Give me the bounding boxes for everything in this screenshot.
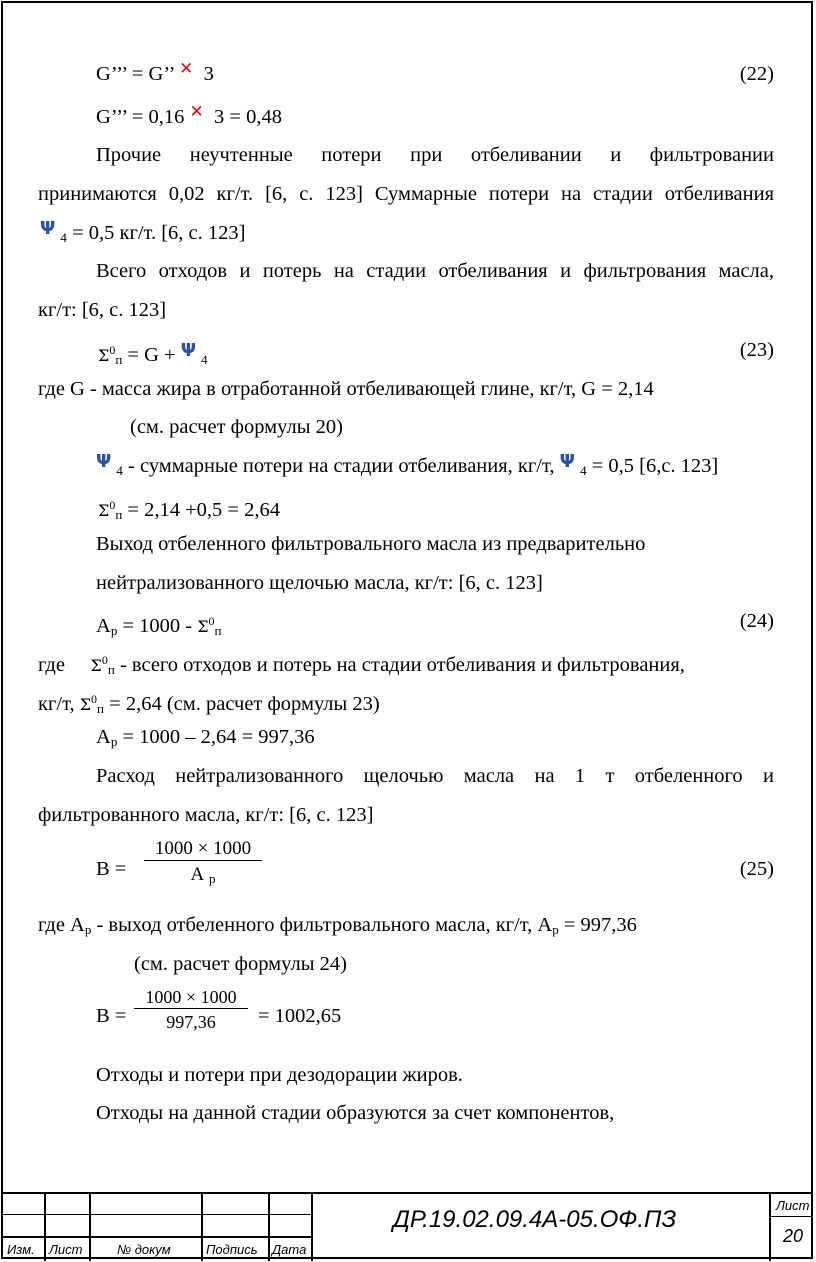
paragraph-6: Отходы на данной стадии образуются за счет компонентов, — [96, 1102, 615, 1124]
title-block — [1, 1192, 813, 1261]
equation-23: $\Sigma^0_п = G + \Psi$ $_4$ — [98, 340, 208, 367]
calc-25-result: = 1002,65 — [258, 1005, 342, 1027]
sheet-number: 20 — [783, 1226, 804, 1246]
where-24-line-1: где $\Sigma^0_п$ - всего отходов и потерь на стадии отбеливания и фильтрования, — [38, 653, 685, 677]
equation-25-numerator: 1000 × 1000 — [154, 838, 252, 859]
where-23-line-1: где G - масса жира в отработанной отбеливающей глине, кг/т, G = 2,14 — [38, 378, 654, 400]
equation-25-fraction — [144, 838, 262, 887]
psi-icon: Ψ — [96, 451, 112, 472]
stamp-list: Лист — [49, 1242, 83, 1257]
paragraph-1-line-1: Прочие неучтенные потери при отбеливании и фильтровании — [96, 144, 774, 166]
where-23-line-2: (см. расчет формулы 20) — [130, 416, 343, 438]
equation-22: G’’’ = G’’ ✕ 3 — [96, 59, 214, 85]
equation-24: $А_р = 1000 - \Sigma^0_п$ — [96, 614, 222, 638]
where-24-line-2: кг/т, $\Sigma^0_п = 2,64$ (см. расчет формулы 23) — [38, 692, 380, 716]
paragraph-3-line-1: Выход отбеленного фильтровального масла из предварительно — [96, 533, 646, 555]
where-25-line-2: (см. расчет формулы 24) — [134, 953, 347, 975]
paragraph-4-line-2: фильтрованного масла, кг/т: [6, с. 123] — [38, 804, 374, 826]
equation-number-22: (22) — [739, 63, 774, 85]
paragraph-1-line-3: Ψ $_4$ = 0,5 кг/т. [6, с. 123] — [40, 218, 246, 245]
stamp-izm: Изм. — [7, 1242, 35, 1257]
paragraph-5: Отходы и потери при дезодорации жиров. — [96, 1064, 463, 1086]
psi-icon: Ψ — [40, 218, 56, 239]
stamp-date: Дата — [272, 1242, 307, 1257]
where-23-line-3: Ψ $_4$ - суммарные потери на стадии отбеливания, кг/т, Ψ $_4$ = 0,5 [6,с. 123] — [96, 451, 719, 478]
document-code: ДР.19.02.09.4А-05.ОФ.ПЗ — [393, 1206, 677, 1233]
equation-25-denominator: А $_р$ — [144, 860, 262, 887]
calc-25-fraction — [134, 987, 248, 1033]
equation-number-23: (23) — [739, 339, 774, 361]
paragraph-4-line-1: Расход нейтрализованного щелочью масла на 1 т отбеленного и — [96, 765, 774, 787]
calc-25-lhs: В = — [96, 1005, 127, 1027]
calc-23: $\Sigma^0_п = 2,14 +0,5 = 2,64$ — [98, 498, 280, 522]
sheet-label: Лист — [776, 1198, 810, 1213]
equation-25-lhs: В = — [96, 858, 127, 880]
calc-22: G’’’ = 0,16 ✕ 3 = 0,48 — [96, 102, 282, 128]
calc-24: $А_р = 1000 - 2,64 = 997,36$ — [96, 726, 315, 749]
psi-icon: Ψ — [559, 451, 575, 472]
equation-number-24: (24) — [739, 610, 774, 632]
paragraph-2-line-1: Всего отходов и потерь на стадии отбеливания и фильтрования масла, — [96, 260, 774, 282]
calc-25-numerator: 1000 × 1000 — [145, 987, 237, 1007]
stamp-doc-no: № докум — [117, 1242, 171, 1257]
psi-icon: Ψ — [180, 340, 197, 361]
paragraph-2-line-2: кг/т: [6, с. 123] — [38, 299, 167, 321]
where-25-line-1: где $А_р$ - выход отбеленного фильтровального масла, кг/т, $А_р = 997,36$ — [38, 914, 637, 937]
paragraph-3-line-2: нейтрализованного щелочью масла, кг/т: [6, с. 123] — [96, 572, 543, 594]
multiply-icon: ✕ — [189, 102, 204, 122]
stamp-sign: Подпись — [206, 1242, 258, 1257]
calc-25-denominator: 997,36 — [134, 1008, 248, 1033]
multiply-icon: ✕ — [179, 59, 194, 79]
paragraph-1-line-2: принимаются 0,02 кг/т. [6, с. 123] Суммарные потери на стадии отбеливания — [38, 183, 774, 205]
equation-number-25: (25) — [739, 858, 774, 880]
